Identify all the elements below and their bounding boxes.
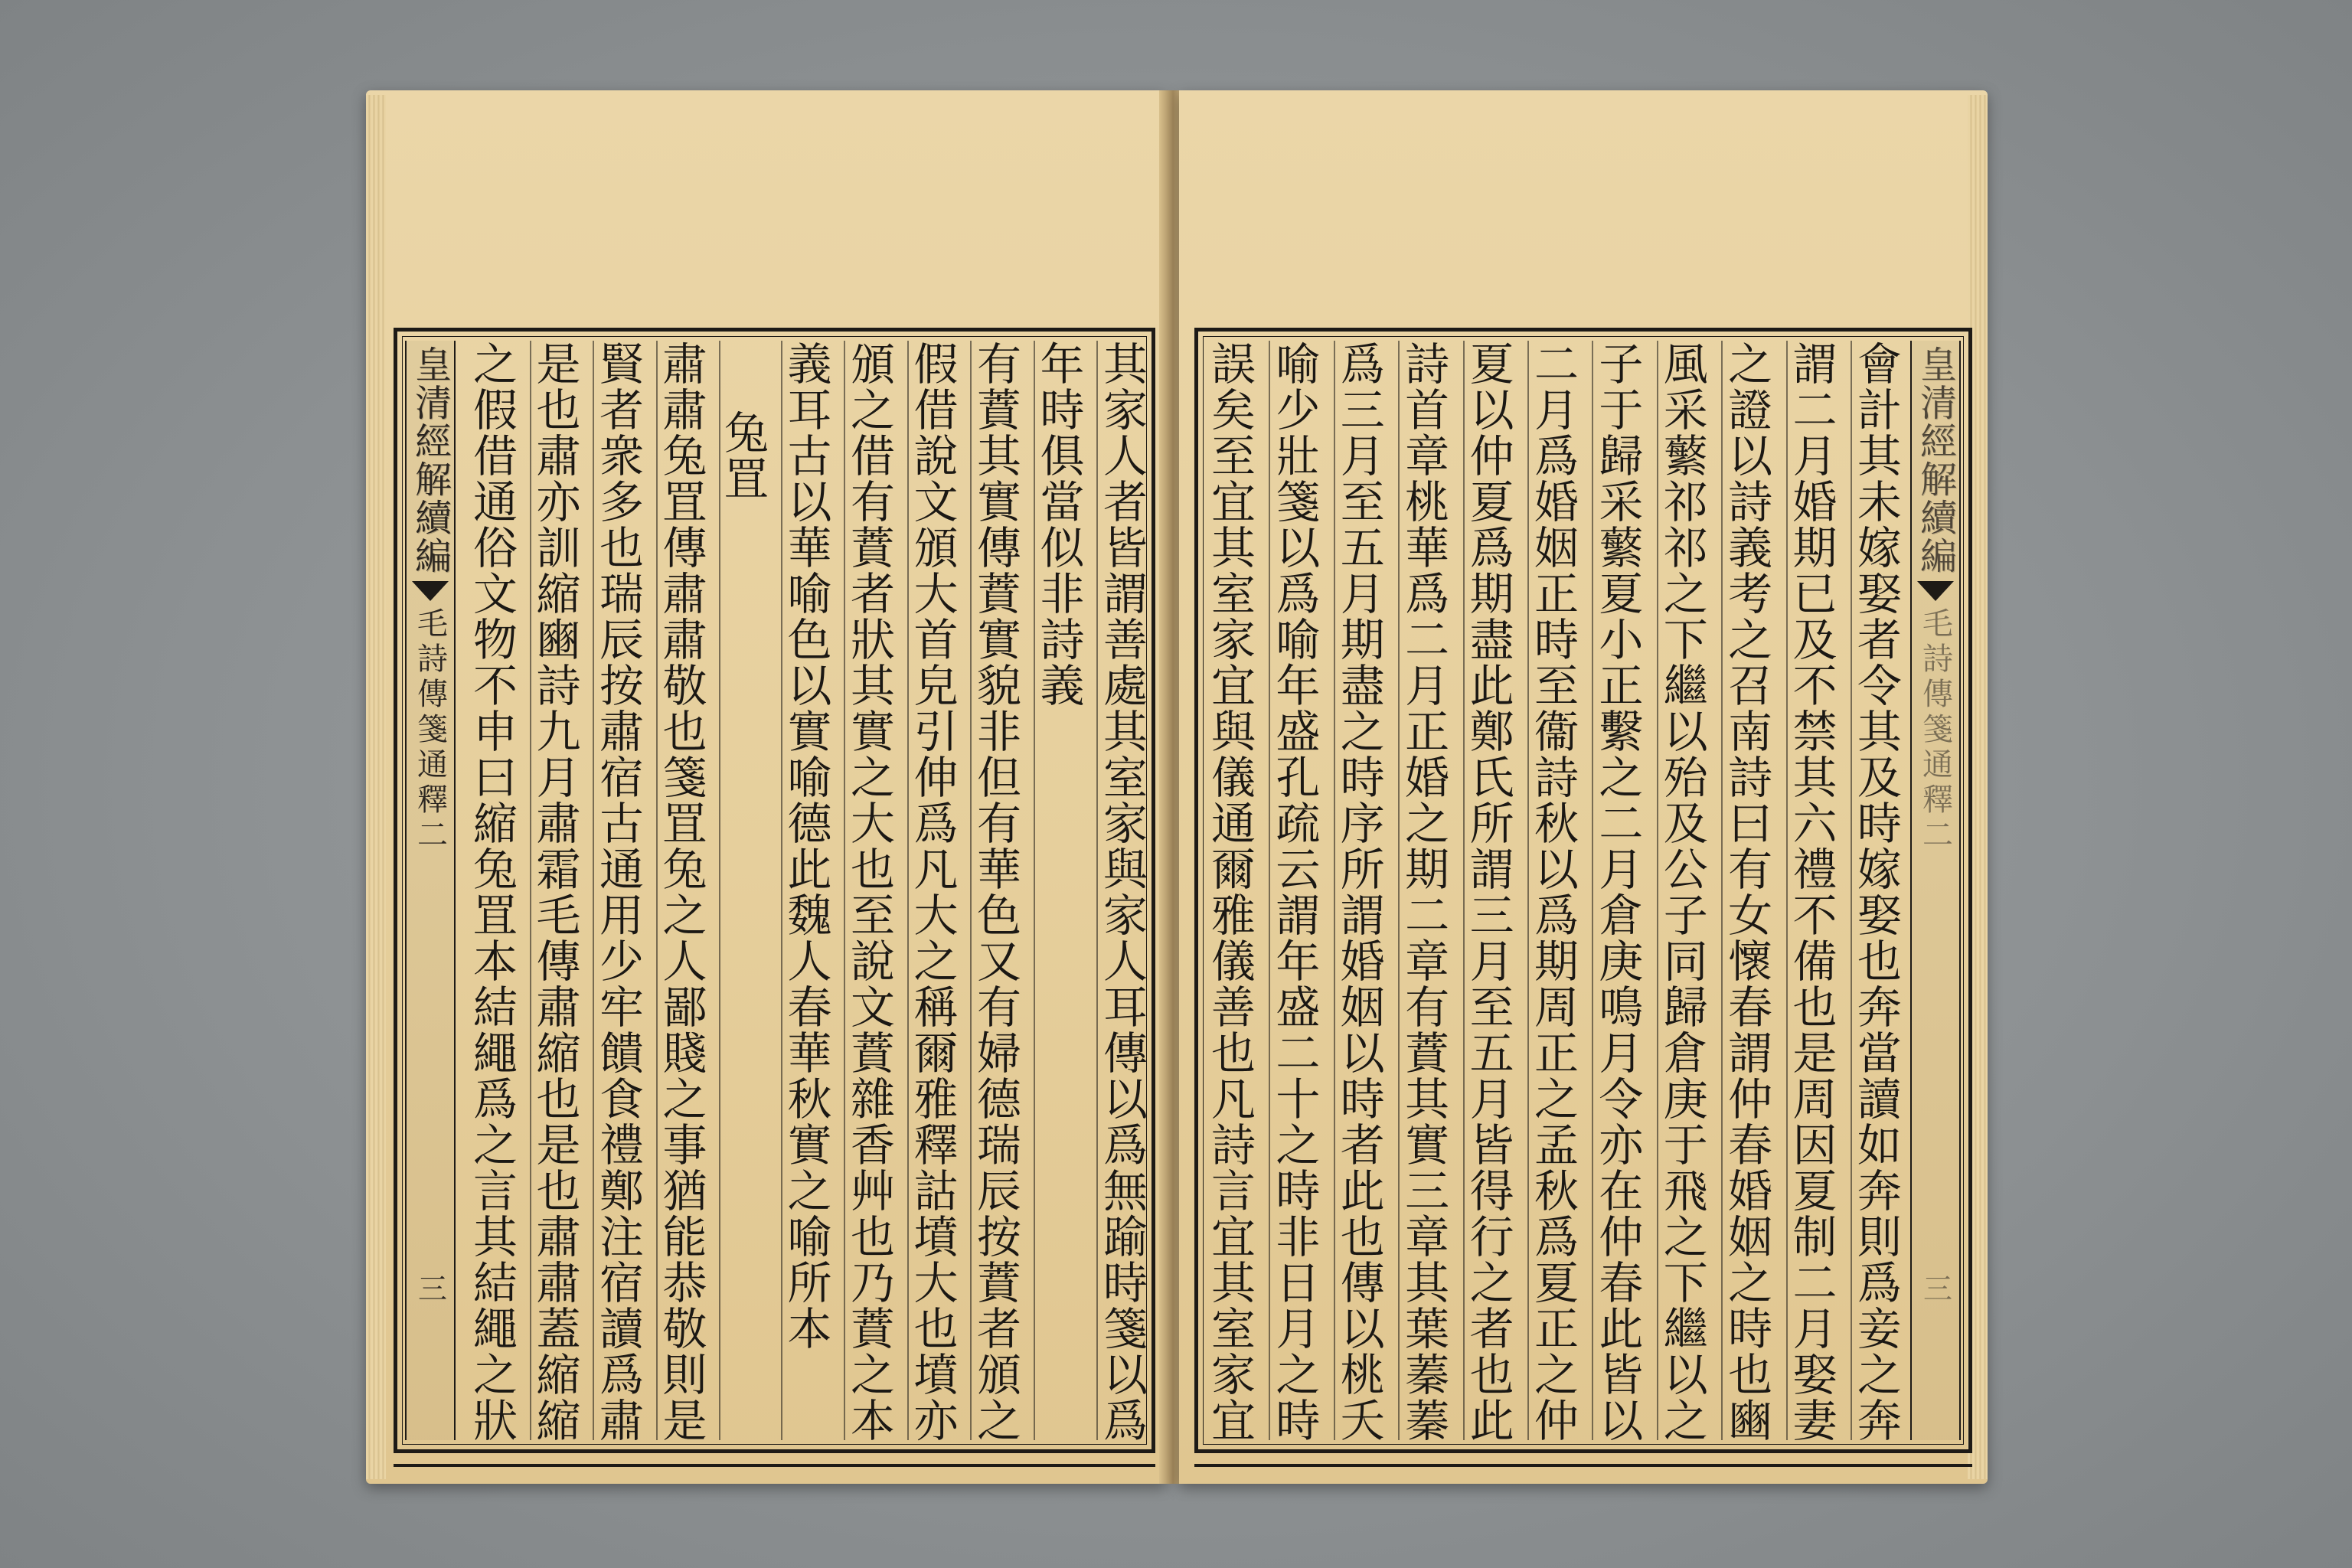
right-banner-work: 毛詩傳箋通釋二	[1917, 607, 1953, 854]
right-banner-series: 皇清經解續編	[1913, 345, 1957, 575]
left-text-frame	[394, 328, 1155, 1453]
text-column: 假借說文頒大首皃引伸爲凡大之稱爾雅釋詁墳大也墳亦	[906, 341, 959, 1443]
text-column: 之證以詩義考之召南詩曰有女懷春謂仲春婚姻之時也豳	[1720, 341, 1773, 1443]
fish-tail-mark	[1917, 581, 1954, 601]
left-page	[366, 90, 1167, 1484]
fish-tail-mark	[412, 581, 449, 601]
left-banner-folio: 三	[413, 1273, 447, 1302]
text-column: 年時俱當似非詩義	[1034, 341, 1081, 1440]
left-base-rule	[394, 1464, 1155, 1467]
right-base-rule	[1194, 1464, 1972, 1467]
right-columns	[1204, 341, 1902, 1443]
left-banner	[405, 341, 456, 1440]
right-banner-folio: 三	[1918, 1273, 1952, 1302]
text-column: 會計其未嫁娶者令其及時嫁娶也奔當讀如奔則爲妾之奔	[1849, 341, 1902, 1443]
text-column: 誤矣至宜其室家宜與儀通爾雅儀善也凡詩言宜其室家宜	[1204, 341, 1256, 1443]
text-column: 是也肅亦訓縮豳詩九月肅霜毛傳肅縮也是也肅肅蓋縮縮	[528, 341, 581, 1443]
text-column: 肅肅兔罝傳肅肅敬也箋罝兔之人鄙賤之事猶能恭敬則是	[655, 341, 707, 1443]
text-column: 之假借通俗文物不申曰縮兔罝本結繩爲之言其結繩之狀	[466, 341, 518, 1443]
right-banner	[1910, 341, 1961, 1440]
text-column: 謂二月婚期已及不禁其六禮不備也是周因夏制二月娶妻	[1785, 341, 1838, 1443]
left-columns	[466, 341, 1148, 1443]
open-book	[366, 90, 1988, 1484]
right-text-frame	[1194, 328, 1972, 1453]
left-banner-series: 皇清經解續編	[408, 345, 452, 575]
text-column: 義耳古以華喻色以實喻德此魏人春華秋實之喻所本	[781, 341, 828, 1440]
left-banner-work: 毛詩傳箋通釋二	[412, 607, 448, 854]
text-column: 頒之借有蕡者狀其實之大也至說文蕡雜香艸也乃蕡之本	[843, 341, 895, 1443]
text-column: 有蕡其實傳蕡實貌非但有華色又有婦德瑞辰按蕡者頒之	[969, 341, 1021, 1443]
text-column: 二月爲婚姻正時至衞詩秋以爲期周正之孟秋爲夏正之仲	[1526, 341, 1579, 1443]
text-column: 喻少壯箋以爲喻年盛孔疏云謂年盛二十之時非日月之時	[1268, 341, 1321, 1443]
text-column: 子于歸采蘩夏小正繫之二月倉庚鳴月令亦在仲春此皆以	[1591, 341, 1644, 1443]
text-column: 賢者衆多也瑞辰按肅宿古通用少牢饋食禮鄭注宿讀爲肅	[592, 341, 644, 1443]
text-column: 其家人者皆謂善處其室家與家人耳傳以爲無踰時箋以爲	[1096, 341, 1148, 1443]
text-column: 風采蘩祁祁之下繼以殆及公子同歸倉庚于飛之下繼以之	[1655, 341, 1708, 1443]
left-page-edge	[366, 95, 386, 1479]
text-column: 夏以仲夏爲期盡此鄭氏所謂三月至五月皆得行之者也此	[1462, 341, 1514, 1443]
text-column: 詩首章桃華爲二月正婚之期二章有蕡其實三章其葉蓁蓁	[1397, 341, 1450, 1443]
right-page	[1179, 90, 1988, 1484]
text-column: 爲三月至五月期盡之時序所謂婚姻以時者此也傳以桃夭	[1332, 341, 1385, 1443]
section-heading: 兔罝	[719, 341, 765, 1440]
